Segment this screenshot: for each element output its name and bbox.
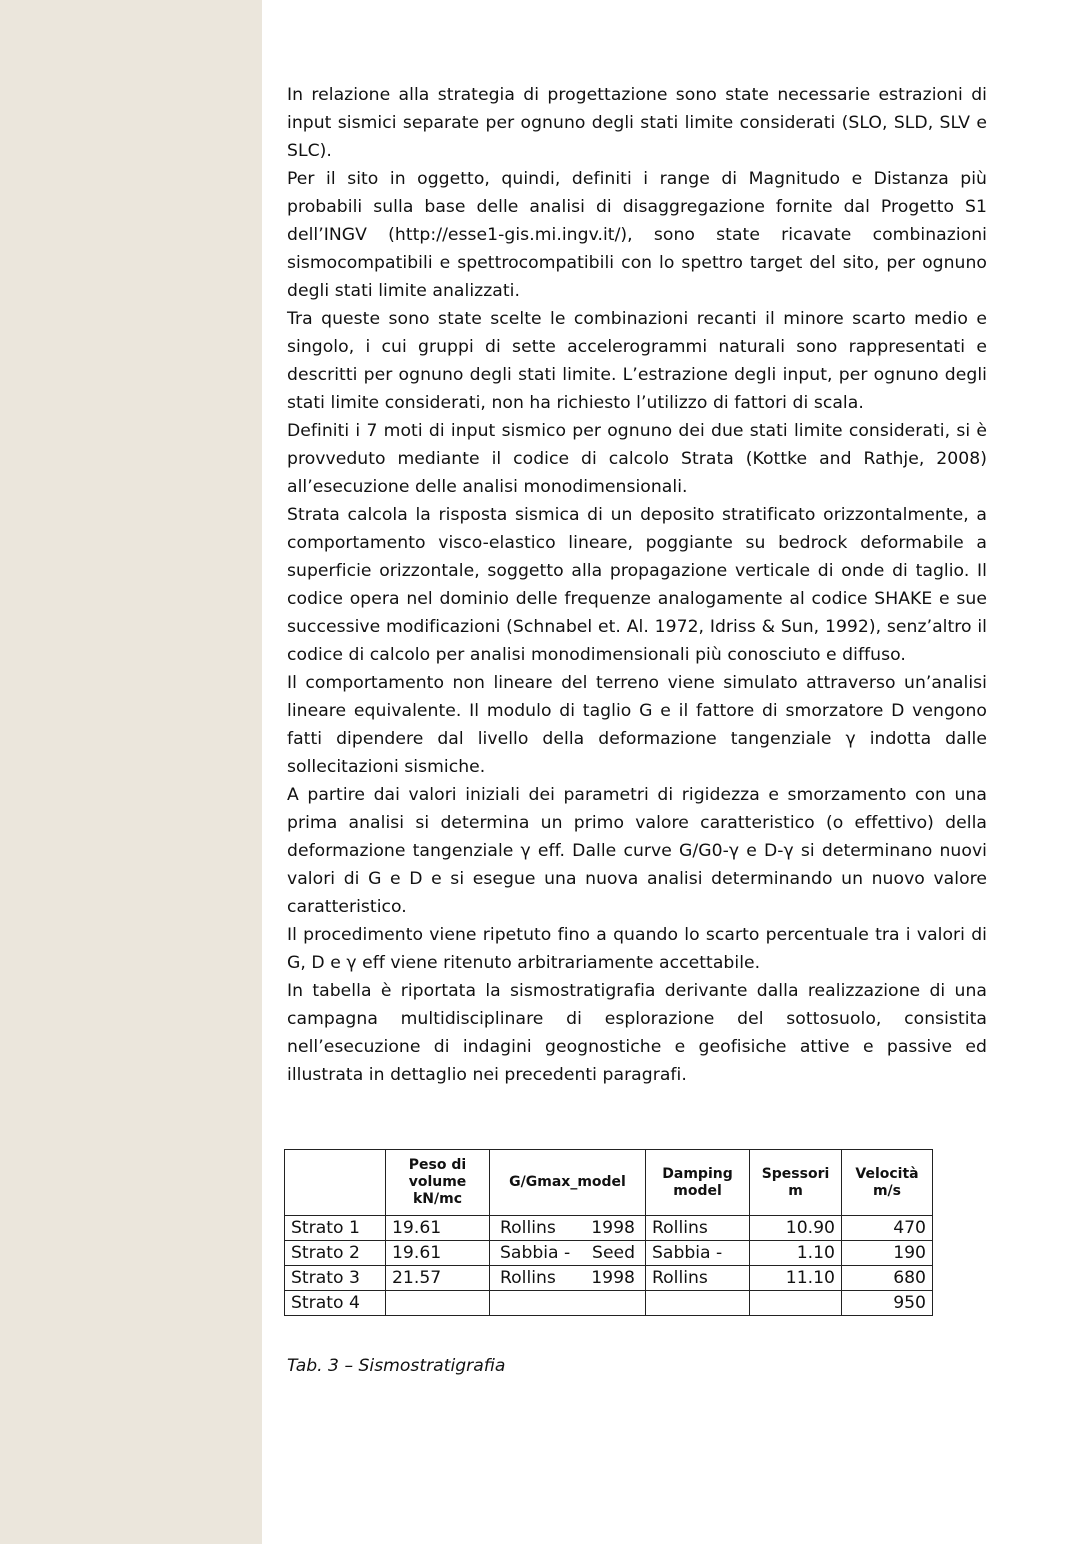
cell-thickness: 10.90: [750, 1216, 842, 1241]
table-row: [285, 1241, 933, 1266]
cell-layer: Strato 2: [285, 1241, 386, 1266]
paragraph-9: In tabella è riportata la sismostratigrafia derivante dalla realizzazione di una campagna multidisciplinare di esplorazione del sottosuolo, consistita nell’esecuzione di indagini geognostiche e geofisiche attive e passive ed illustrata in dettaglio nei precedenti paragrafi.: [287, 981, 987, 1085]
paragraph-8: Il procedimento viene ripetuto fino a quando lo scarto percentuale tra i valori di G, D e γ eff viene ritenuto arbitrariamente accettabile.: [287, 925, 987, 973]
cell-g-model-ref: 1998: [591, 1218, 635, 1238]
cell-damping: [646, 1291, 750, 1316]
paragraph-2: Per il sito in oggetto, quindi, definiti i range di Magnitudo e Distanza più probabili sulla base delle analisi di disaggregazione fornite dal Progetto S1 dell’INGV (http://esse1-gis.mi.ingv.it/), sono state ricavate combinazioni sismocompatibili e spettrocompatibili con lo spettro target del sito, per ognuno degli stati limite analizzati.: [287, 169, 987, 301]
paragraph-4: Definiti i 7 moti di input sismico per ognuno dei due stati limite considerati, si è provveduto mediante il codice di calcolo Strata (Kottke and Rathje, 2008) all’esecuzione delle analisi monodimensionali.: [287, 421, 987, 497]
header-g-model: G/Gmax_model: [490, 1150, 646, 1216]
table-caption: Tab. 3 – Sismostratigrafia: [287, 1356, 506, 1376]
cell-unit-weight: 21.57: [386, 1266, 490, 1291]
cell-layer: Strato 1: [285, 1216, 386, 1241]
header-unit-weight: Peso di volume kN/mc: [386, 1150, 490, 1216]
cell-g-model: [490, 1266, 646, 1291]
cell-damping: Rollins: [646, 1266, 750, 1291]
cell-velocity: 470: [842, 1216, 933, 1241]
header-thickness: Spessori m: [750, 1150, 842, 1216]
cell-velocity: 950: [842, 1291, 933, 1316]
cell-g-model-name: Sabbia -: [500, 1243, 571, 1263]
table-header-row: [285, 1150, 933, 1216]
table-row: [285, 1291, 933, 1316]
paragraph-5: Strata calcola la risposta sismica di un deposito stratificato orizzontalmente, a comportamento visco-elastico lineare, poggiante su bedrock deformabile a superficie orizzontale, soggetto alla propagazione verticale di onde di taglio. Il codice opera nel dominio delle frequenze analogamente al codice SHAKE e sue successive modificazioni (Schnabel et. Al. 1972, Idriss & Sun, 1992), senz’altro il codice di calcolo per analisi monodimensionali più conosciuto e diffuso.: [287, 505, 987, 665]
cell-layer: Strato 4: [285, 1291, 386, 1316]
cell-g-model-ref: 1998: [591, 1268, 635, 1288]
cell-g-model: [490, 1291, 646, 1316]
cell-thickness: 11.10: [750, 1266, 842, 1291]
paragraph-1: In relazione alla strategia di progettazione sono state necessarie estrazioni di input sismici separate per ognuno degli stati limite considerati (SLO, SLD, SLV e SLC).: [287, 85, 987, 161]
table-row: [285, 1216, 933, 1241]
cell-g-model: [490, 1241, 646, 1266]
paragraph-6: Il comportamento non lineare del terreno viene simulato attraverso un’analisi lineare equivalente. Il modulo di taglio G e il fattore di smorzatore D vengono fatti dipendere dal livello della deformazione tangenziale γ indotta dalle sollecitazioni sismiche.: [287, 673, 987, 777]
cell-damping: Sabbia -: [646, 1241, 750, 1266]
cell-g-model-name: Rollins: [500, 1268, 556, 1288]
cell-g-model-ref: Seed: [592, 1243, 635, 1263]
cell-g-model: [490, 1216, 646, 1241]
sismostratigrafia-table-container: [284, 1149, 932, 1316]
cell-thickness: [750, 1291, 842, 1316]
header-damping-model: Damping model: [646, 1150, 750, 1216]
cell-g-model-name: Rollins: [500, 1218, 556, 1238]
cell-velocity: 680: [842, 1266, 933, 1291]
paragraph-3: Tra queste sono state scelte le combinazioni recanti il minore scarto medio e singolo, i cui gruppi di sette accelerogrammi naturali sono rappresentati e descritti per ognuno degli stati limite. L’estrazione degli input, per ognuno degli stati limite considerati, non ha richiesto l’utilizzo di fattori di scala.: [287, 309, 987, 413]
header-velocity: Velocità m/s: [842, 1150, 933, 1216]
cell-thickness: 1.10: [750, 1241, 842, 1266]
cell-unit-weight: 19.61: [386, 1216, 490, 1241]
cell-unit-weight: 19.61: [386, 1241, 490, 1266]
cell-damping: Rollins: [646, 1216, 750, 1241]
sismostratigrafia-table: [284, 1149, 933, 1316]
cell-layer: Strato 3: [285, 1266, 386, 1291]
cell-velocity: 190: [842, 1241, 933, 1266]
page-side-band: [0, 0, 262, 1544]
table-row: [285, 1266, 933, 1291]
cell-unit-weight: [386, 1291, 490, 1316]
header-layer: [285, 1150, 386, 1216]
body-text: [287, 81, 987, 1089]
paragraph-7: A partire dai valori iniziali dei parametri di rigidezza e smorzamento con una prima analisi si determina un primo valore caratteristico (o effettivo) della deformazione tangenziale γ eff. Dalle curve G/G0-γ e D-γ si determinano nuovi valori di G e D e si esegue una nuova analisi determinando un nuovo valore caratteristico.: [287, 785, 987, 917]
